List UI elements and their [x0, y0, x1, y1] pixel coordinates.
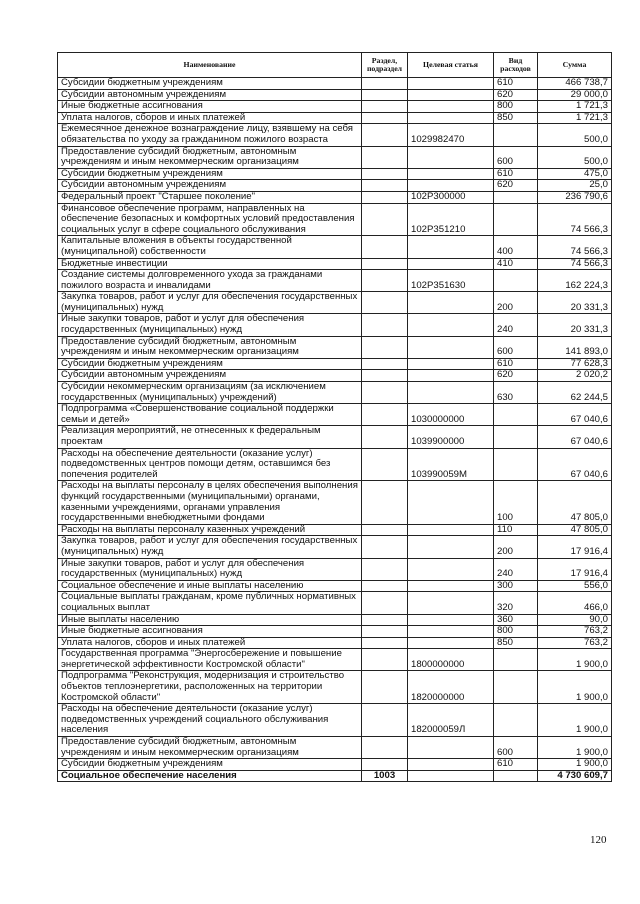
row-name-cell: Субсидии автономным учреждениям [58, 370, 362, 382]
row-expense-type-cell: 600 [494, 737, 538, 759]
row-section-cell [362, 191, 408, 203]
header-article: Целевая статья [408, 53, 494, 78]
row-sum-cell: 162 224,3 [538, 270, 612, 292]
table-row [58, 671, 612, 704]
row-sum-cell: 556,0 [538, 580, 612, 592]
row-section-cell [362, 536, 408, 558]
row-name-cell: Закупка товаров, работ и услуг для обеспечения государственных (муниципальных) нужд [58, 292, 362, 314]
table-row [58, 770, 612, 782]
row-section-cell [362, 292, 408, 314]
row-sum-cell: 141 893,0 [538, 336, 612, 358]
row-section-cell [362, 558, 408, 580]
row-sum-cell: 4 730 609,7 [538, 770, 612, 782]
row-article-cell: 182000059Л [408, 704, 494, 737]
row-section-cell [362, 704, 408, 737]
row-section-cell: 1003 [362, 770, 408, 782]
row-name-cell: Бюджетные инвестиции [58, 258, 362, 270]
header-expense-type: Вид расходов [494, 53, 538, 78]
row-section-cell [362, 89, 408, 101]
table-row [58, 236, 612, 258]
row-article-cell [408, 292, 494, 314]
row-sum-cell: 90,0 [538, 614, 612, 626]
row-article-cell [408, 168, 494, 180]
row-sum-cell: 74 566,3 [538, 203, 612, 236]
row-article-cell [408, 146, 494, 168]
row-expense-type-cell [494, 203, 538, 236]
row-sum-cell: 47 805,0 [538, 481, 612, 524]
row-expense-type-cell: 630 [494, 382, 538, 404]
table-row [58, 404, 612, 426]
row-name-cell: Подпрограмма "Реконструкция, модернизация и строительство объектов теплоэнергетики, расположенных на территории Костромской области" [58, 671, 362, 704]
row-expense-type-cell [494, 704, 538, 737]
row-article-cell [408, 770, 494, 782]
table-row [58, 737, 612, 759]
table-row [58, 524, 612, 536]
row-article-cell [408, 258, 494, 270]
table-row [58, 358, 612, 370]
row-name-cell: Закупка товаров, работ и услуг для обеспечения государственных (муниципальных) нужд [58, 536, 362, 558]
row-expense-type-cell: 610 [494, 78, 538, 90]
row-article-cell: 1820000000 [408, 671, 494, 704]
row-expense-type-cell: 100 [494, 481, 538, 524]
row-section-cell [362, 759, 408, 771]
table-row [58, 370, 612, 382]
row-expense-type-cell: 800 [494, 101, 538, 113]
row-section-cell [362, 448, 408, 481]
table-row [58, 448, 612, 481]
table-row [58, 180, 612, 192]
row-section-cell [362, 481, 408, 524]
row-sum-cell: 62 244,5 [538, 382, 612, 404]
row-section-cell [362, 404, 408, 426]
row-sum-cell: 236 790,6 [538, 191, 612, 203]
table-row [58, 270, 612, 292]
row-sum-cell: 20 331,3 [538, 292, 612, 314]
row-section-cell [362, 580, 408, 592]
budget-table [57, 52, 612, 782]
row-article-cell [408, 101, 494, 113]
row-article-cell [408, 180, 494, 192]
row-sum-cell: 74 566,3 [538, 258, 612, 270]
table-row [58, 89, 612, 101]
row-expense-type-cell: 200 [494, 536, 538, 558]
header-section: Раздел, подраздел [362, 53, 408, 78]
row-sum-cell: 1 721,3 [538, 112, 612, 124]
row-name-cell: Капитальные вложения в объекты государственной (муниципальной) собственности [58, 236, 362, 258]
row-name-cell: Расходы на обеспечение деятельности (оказание услуг) подведомственных центров помощи детям, оставшимся без попечения родителей [58, 448, 362, 481]
row-article-cell [408, 614, 494, 626]
row-article-cell [408, 78, 494, 90]
row-section-cell [362, 592, 408, 614]
row-name-cell: Иные закупки товаров, работ и услуг для обеспечения государственных (муниципальных) нужд [58, 558, 362, 580]
row-section-cell [362, 637, 408, 649]
table-row [58, 704, 612, 737]
row-expense-type-cell: 620 [494, 370, 538, 382]
row-expense-type-cell: 850 [494, 112, 538, 124]
row-expense-type-cell [494, 124, 538, 146]
row-section-cell [362, 180, 408, 192]
row-section-cell [362, 671, 408, 704]
row-article-cell [408, 580, 494, 592]
row-expense-type-cell [494, 671, 538, 704]
row-section-cell [362, 524, 408, 536]
row-expense-type-cell: 600 [494, 146, 538, 168]
table-row [58, 78, 612, 90]
row-name-cell: Социальное обеспечение и иные выплаты населению [58, 580, 362, 592]
row-section-cell [362, 270, 408, 292]
table-body [58, 78, 612, 782]
row-expense-type-cell [494, 270, 538, 292]
row-expense-type-cell [494, 770, 538, 782]
row-section-cell [362, 168, 408, 180]
row-expense-type-cell: 800 [494, 626, 538, 638]
table-row [58, 626, 612, 638]
table-row [58, 481, 612, 524]
row-sum-cell: 17 916,4 [538, 536, 612, 558]
row-expense-type-cell: 320 [494, 592, 538, 614]
row-name-cell: Федеральный проект "Старшее поколение" [58, 191, 362, 203]
row-article-cell [408, 592, 494, 614]
row-name-cell: Иные закупки товаров, работ и услуг для обеспечения государственных (муниципальных) нужд [58, 314, 362, 336]
table-row [58, 146, 612, 168]
row-section-cell [362, 78, 408, 90]
row-sum-cell: 763,2 [538, 626, 612, 638]
row-name-cell: Уплата налогов, сборов и иных платежей [58, 637, 362, 649]
table-row [58, 124, 612, 146]
row-section-cell [362, 124, 408, 146]
row-article-cell: 102P351630 [408, 270, 494, 292]
row-name-cell: Расходы на выплаты персоналу казенных учреждений [58, 524, 362, 536]
row-name-cell: Расходы на обеспечение деятельности (оказание услуг) подведомственных учреждений социального обслуживания населения [58, 704, 362, 737]
row-sum-cell: 466,0 [538, 592, 612, 614]
row-sum-cell: 74 566,3 [538, 236, 612, 258]
row-expense-type-cell [494, 426, 538, 448]
row-sum-cell: 67 040,6 [538, 426, 612, 448]
row-sum-cell: 1 900,0 [538, 649, 612, 671]
row-expense-type-cell: 240 [494, 314, 538, 336]
row-name-cell: Предоставление субсидий бюджетным, автономным учреждениям и иным некоммерческим организациям [58, 336, 362, 358]
row-article-cell [408, 536, 494, 558]
header-name: Наименование [58, 53, 362, 78]
row-article-cell [408, 737, 494, 759]
row-name-cell: Уплата налогов, сборов и иных платежей [58, 112, 362, 124]
row-section-cell [362, 626, 408, 638]
row-expense-type-cell: 600 [494, 336, 538, 358]
row-article-cell [408, 358, 494, 370]
row-sum-cell: 466 738,7 [538, 78, 612, 90]
row-section-cell [362, 336, 408, 358]
row-article-cell: 102P351210 [408, 203, 494, 236]
row-expense-type-cell [494, 191, 538, 203]
row-section-cell [362, 358, 408, 370]
row-section-cell [362, 614, 408, 626]
table-row [58, 637, 612, 649]
table-row [58, 382, 612, 404]
row-name-cell: Реализация мероприятий, не отнесенных к федеральным проектам [58, 426, 362, 448]
row-sum-cell: 67 040,6 [538, 404, 612, 426]
table-row [58, 580, 612, 592]
row-name-cell: Предоставление субсидий бюджетным, автономным учреждениям и иным некоммерческим организациям [58, 146, 362, 168]
row-section-cell [362, 382, 408, 404]
row-expense-type-cell: 110 [494, 524, 538, 536]
row-expense-type-cell: 240 [494, 558, 538, 580]
row-article-cell [408, 759, 494, 771]
row-article-cell: 102P300000 [408, 191, 494, 203]
row-expense-type-cell [494, 404, 538, 426]
row-sum-cell: 1 721,3 [538, 101, 612, 113]
row-expense-type-cell: 200 [494, 292, 538, 314]
row-section-cell [362, 112, 408, 124]
row-name-cell: Социальные выплаты гражданам, кроме публичных нормативных социальных выплат [58, 592, 362, 614]
row-expense-type-cell: 850 [494, 637, 538, 649]
table-row [58, 191, 612, 203]
row-section-cell [362, 314, 408, 336]
row-section-cell [362, 101, 408, 113]
row-name-cell: Субсидии бюджетным учреждениям [58, 358, 362, 370]
row-name-cell: Иные бюджетные ассигнования [58, 101, 362, 113]
row-section-cell [362, 737, 408, 759]
row-name-cell: Социальное обеспечение населения [58, 770, 362, 782]
row-sum-cell: 20 331,3 [538, 314, 612, 336]
row-section-cell [362, 236, 408, 258]
row-expense-type-cell: 400 [494, 236, 538, 258]
row-article-cell [408, 370, 494, 382]
row-sum-cell: 77 628,3 [538, 358, 612, 370]
table-row [58, 614, 612, 626]
row-name-cell: Субсидии автономным учреждениям [58, 89, 362, 101]
row-sum-cell: 17 916,4 [538, 558, 612, 580]
row-expense-type-cell: 300 [494, 580, 538, 592]
table-row [58, 168, 612, 180]
row-name-cell: Предоставление субсидий бюджетным, автономным учреждениям и иным некоммерческим организациям [58, 737, 362, 759]
row-section-cell [362, 370, 408, 382]
row-expense-type-cell: 610 [494, 759, 538, 771]
row-sum-cell: 1 900,0 [538, 671, 612, 704]
row-article-cell [408, 314, 494, 336]
row-section-cell [362, 649, 408, 671]
page-number: 120 [590, 834, 607, 846]
row-name-cell: Субсидии бюджетным учреждениям [58, 759, 362, 771]
row-sum-cell: 763,2 [538, 637, 612, 649]
table-row [58, 426, 612, 448]
row-name-cell: Субсидии бюджетным учреждениям [58, 168, 362, 180]
row-article-cell [408, 112, 494, 124]
row-name-cell: Расходы на выплаты персоналу в целях обеспечения выполнения функций государственными (муниципальными) органами, казенными учреждениями, органами управления государственными внебюджетными фондами [58, 481, 362, 524]
row-article-cell [408, 558, 494, 580]
row-name-cell: Подпрограмма «Совершенствование социальной поддержки семьи и детей» [58, 404, 362, 426]
row-sum-cell: 500,0 [538, 146, 612, 168]
table-row [58, 314, 612, 336]
table-row [58, 592, 612, 614]
row-name-cell: Иные бюджетные ассигнования [58, 626, 362, 638]
row-article-cell [408, 236, 494, 258]
row-expense-type-cell: 610 [494, 168, 538, 180]
table-row [58, 536, 612, 558]
row-sum-cell: 1 900,0 [538, 737, 612, 759]
row-section-cell [362, 426, 408, 448]
row-sum-cell: 500,0 [538, 124, 612, 146]
table-row [58, 558, 612, 580]
row-sum-cell: 25,0 [538, 180, 612, 192]
row-article-cell [408, 481, 494, 524]
row-section-cell [362, 258, 408, 270]
table-row [58, 203, 612, 236]
row-expense-type-cell: 360 [494, 614, 538, 626]
row-article-cell [408, 382, 494, 404]
row-sum-cell: 1 900,0 [538, 704, 612, 737]
table-row [58, 112, 612, 124]
row-article-cell [408, 637, 494, 649]
row-sum-cell: 2 020,2 [538, 370, 612, 382]
header-sum: Сумма [538, 53, 612, 78]
row-expense-type-cell: 610 [494, 358, 538, 370]
row-article-cell [408, 626, 494, 638]
row-article-cell: 1039900000 [408, 426, 494, 448]
table-row [58, 649, 612, 671]
table-row [58, 292, 612, 314]
row-name-cell: Ежемесячное денежное вознаграждение лицу, взявшему на себя обязательства по уходу за гражданином пожилого возраста [58, 124, 362, 146]
row-name-cell: Субсидии автономным учреждениям [58, 180, 362, 192]
row-section-cell [362, 146, 408, 168]
row-article-cell [408, 336, 494, 358]
row-name-cell: Субсидии некоммерческим организациям (за исключением государственных (муниципальных) учреждений) [58, 382, 362, 404]
row-expense-type-cell: 620 [494, 89, 538, 101]
row-article-cell: 1800000000 [408, 649, 494, 671]
row-sum-cell: 47 805,0 [538, 524, 612, 536]
row-name-cell: Финансовое обеспечение программ, направленных на обеспечение безопасных и комфортных условий предоставления социальных услуг в сфере социального обслуживания [58, 203, 362, 236]
table-row [58, 336, 612, 358]
row-expense-type-cell [494, 448, 538, 481]
row-sum-cell: 475,0 [538, 168, 612, 180]
row-article-cell: 103990059М [408, 448, 494, 481]
row-article-cell: 1029982470 [408, 124, 494, 146]
row-name-cell: Создание системы долговременного ухода за гражданами пожилого возраста и инвалидами [58, 270, 362, 292]
row-article-cell: 1030000000 [408, 404, 494, 426]
row-expense-type-cell [494, 649, 538, 671]
row-name-cell: Субсидии бюджетным учреждениям [58, 78, 362, 90]
row-article-cell [408, 89, 494, 101]
row-sum-cell: 29 000,0 [538, 89, 612, 101]
row-expense-type-cell: 620 [494, 180, 538, 192]
row-sum-cell: 67 040,6 [538, 448, 612, 481]
table-row [58, 759, 612, 771]
row-expense-type-cell: 410 [494, 258, 538, 270]
table-row [58, 258, 612, 270]
row-name-cell: Государственная программа "Энергосбережение и повышение энергетической эффективности Костромской области" [58, 649, 362, 671]
row-sum-cell: 1 900,0 [538, 759, 612, 771]
row-section-cell [362, 203, 408, 236]
table-row [58, 101, 612, 113]
table-header-row [58, 53, 612, 78]
row-name-cell: Иные выплаты населению [58, 614, 362, 626]
row-article-cell [408, 524, 494, 536]
